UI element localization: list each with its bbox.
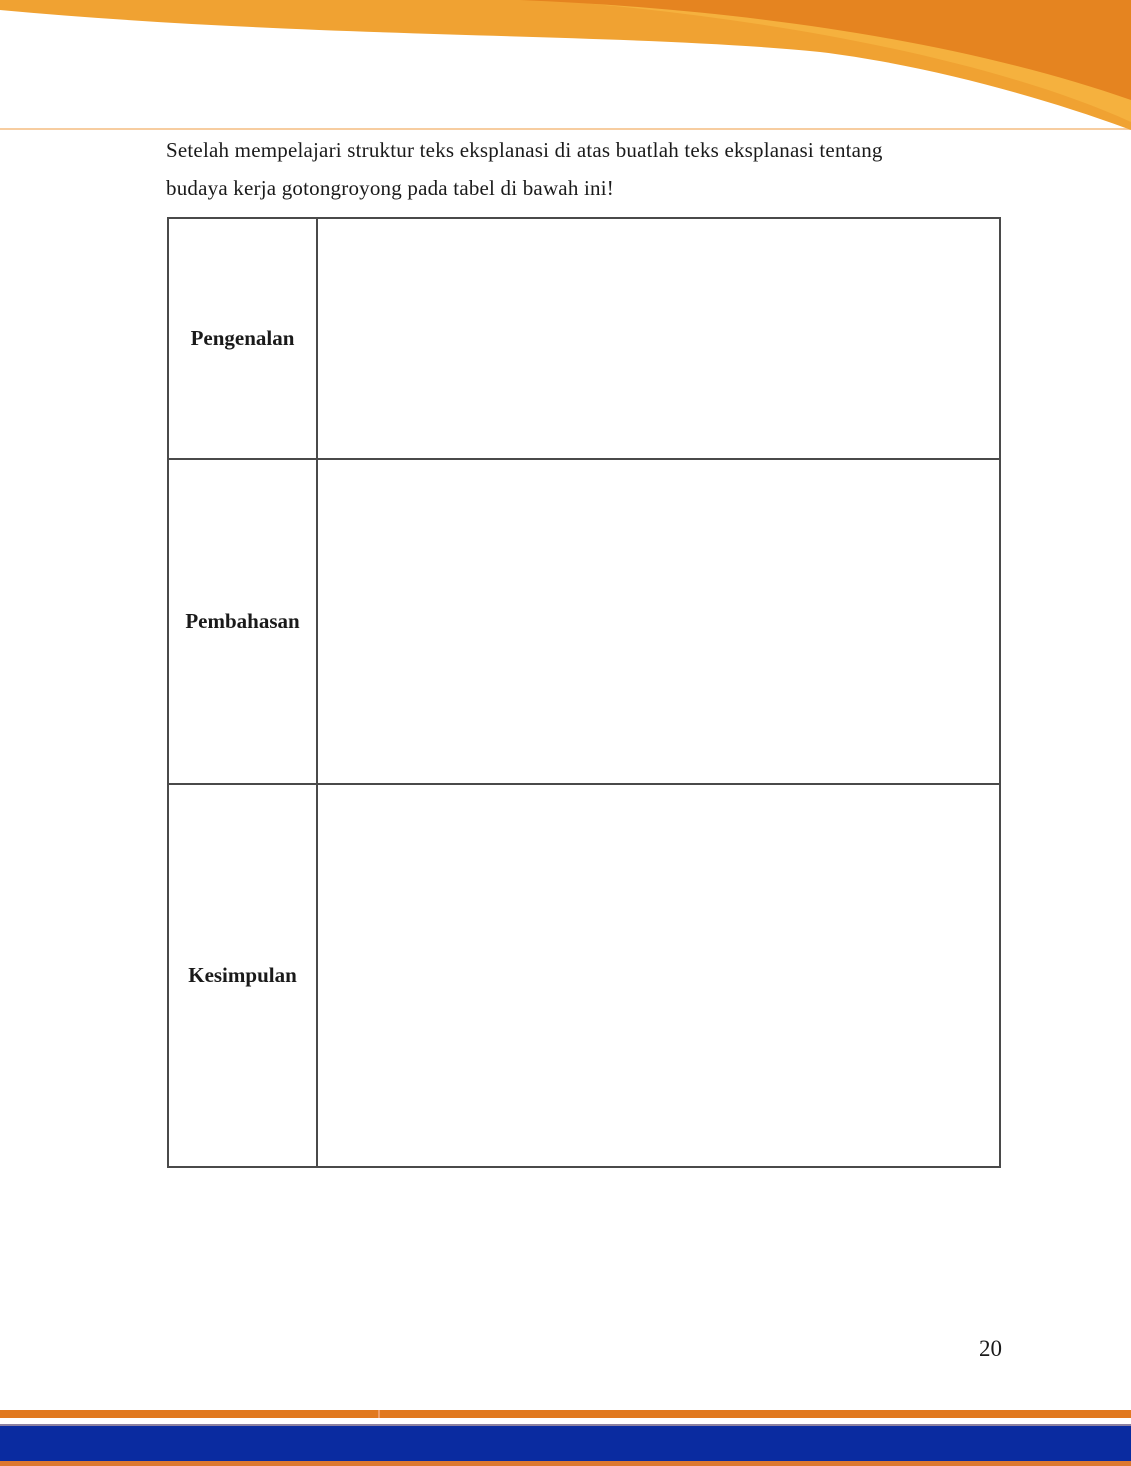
answer-cell-pengenalan[interactable]: [318, 219, 999, 458]
row-label-cell-pembahasan: [169, 460, 318, 783]
row-label-kesimpulan: Kesimpulan: [188, 963, 297, 987]
answer-cell-pembahasan[interactable]: [318, 460, 999, 783]
explanation-table: [167, 217, 1001, 1168]
header-swoosh-graphic: [0, 0, 1131, 132]
row-label-cell-pengenalan: [169, 219, 318, 458]
footer-blue-bar: [0, 1426, 1131, 1461]
row-label-pembahasan: Pembahasan: [185, 609, 300, 633]
instruction-line-2: budaya kerja gotongroyong pada tabel di bawah ini!: [166, 176, 614, 200]
row-label-pengenalan: Pengenalan: [190, 326, 295, 350]
row-label-cell-kesimpulan: [169, 785, 318, 1166]
table-row-kesimpulan: [169, 785, 999, 1166]
instruction-paragraph: [166, 131, 1011, 207]
table-row-pembahasan: [169, 460, 999, 785]
answer-cell-kesimpulan[interactable]: [318, 785, 999, 1166]
footer-orange-bar: [0, 1410, 1131, 1418]
page-number: 20: [979, 1336, 1002, 1361]
instruction-line-1: Setelah mempelajari struktur teks eksplanasi di atas buatlah teks eksplanasi tentang: [166, 138, 883, 162]
table-row-pengenalan: [169, 219, 999, 460]
footer-orange-bar-seam: [378, 1410, 380, 1418]
footer-bottom-orange-line: [0, 1461, 1131, 1466]
